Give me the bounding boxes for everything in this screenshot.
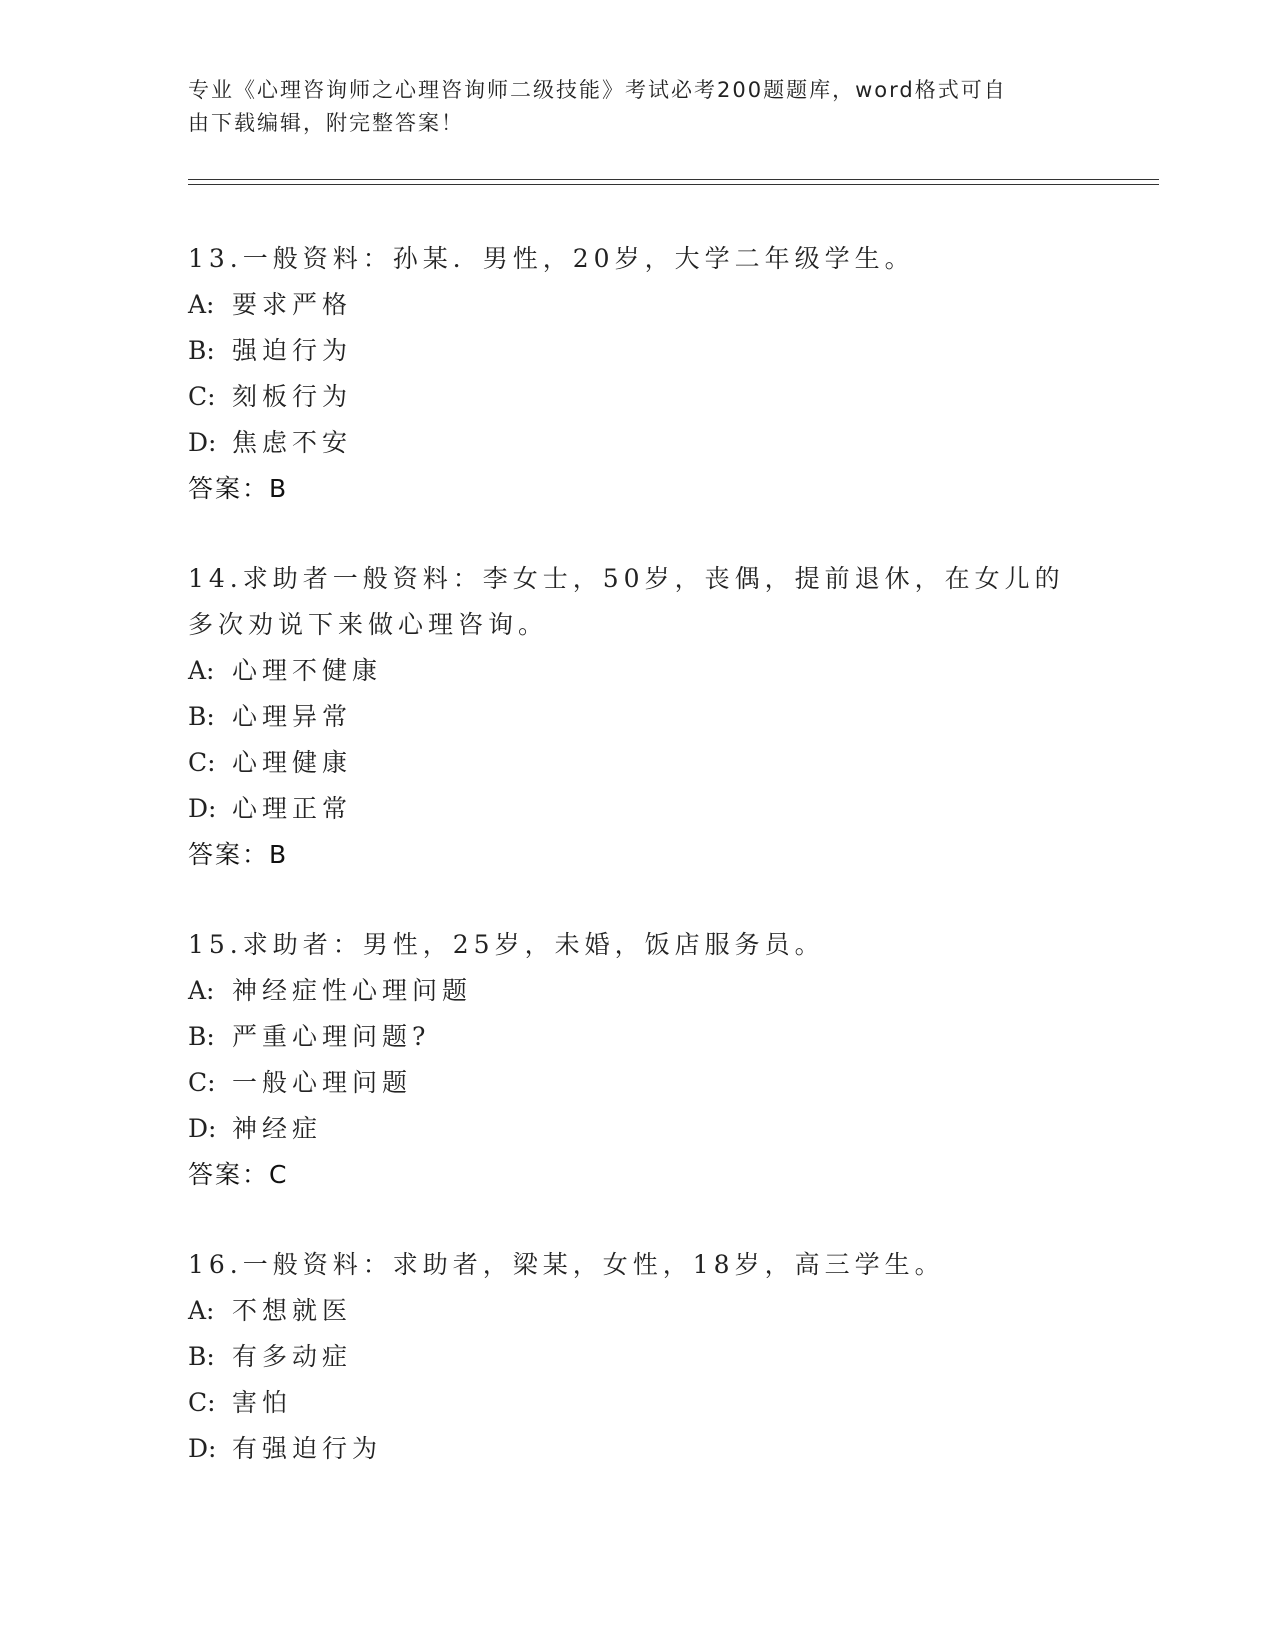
- option-c: [188, 740, 1088, 786]
- option-text: 有强迫行为: [232, 1434, 383, 1463]
- option-d: [188, 420, 1088, 466]
- option-b: [188, 1014, 1088, 1060]
- option-letter: C:: [188, 1068, 216, 1097]
- option-text: 心理正常: [232, 794, 353, 823]
- option-text: 害怕: [232, 1388, 293, 1417]
- option-a: [188, 282, 1088, 328]
- document-header: [188, 74, 1068, 140]
- option-text: 心理异常: [232, 702, 353, 731]
- option-b: [188, 1334, 1088, 1380]
- option-d: [188, 786, 1088, 832]
- option-letter: D:: [188, 1114, 217, 1143]
- option-a: [188, 648, 1088, 694]
- question-stem: 15.求助者：男性，25岁，未婚，饭店服务员。: [188, 930, 825, 959]
- question-stem: 14.求助者一般资料：李女士，50岁，丧偶，提前退休，在女儿的多次劝说下来做心理咨询。: [188, 564, 1065, 639]
- option-d: [188, 1106, 1088, 1152]
- option-d: [188, 1426, 1088, 1472]
- option-letter: C:: [188, 1388, 216, 1417]
- option-text: 焦虑不安: [232, 428, 353, 457]
- option-text: 强迫行为: [232, 336, 353, 365]
- option-text: 心理健康: [232, 748, 353, 777]
- option-c: [188, 1380, 1088, 1426]
- option-letter: B:: [188, 702, 215, 731]
- option-text: 有多动症: [232, 1342, 353, 1371]
- option-b: [188, 694, 1088, 740]
- header-divider-bottom: [188, 184, 1159, 185]
- header-divider-top: [188, 179, 1159, 180]
- option-a: [188, 1288, 1088, 1334]
- header-line-1: 专业《心理咨询师之心理咨询师二级技能》考试必考200题题库，word格式可自: [188, 78, 1007, 102]
- option-c: [188, 374, 1088, 420]
- option-letter: A:: [188, 656, 215, 685]
- option-text: 要求严格: [232, 290, 353, 319]
- option-letter: A:: [188, 976, 215, 1005]
- option-letter: B:: [188, 336, 215, 365]
- question-15: [188, 922, 1088, 1198]
- option-text: 刻板行为: [232, 382, 353, 411]
- option-letter: A:: [188, 290, 215, 319]
- option-letter: C:: [188, 748, 216, 777]
- question-13: [188, 236, 1088, 512]
- header-line-2: 由下载编辑，附完整答案！: [188, 111, 464, 135]
- option-text: 神经症性心理问题: [232, 976, 473, 1005]
- option-text: 心理不健康: [232, 656, 383, 685]
- question-stem: 13.一般资料：孙某．男性，20岁，大学二年级学生。: [188, 244, 915, 273]
- option-b: [188, 328, 1088, 374]
- option-text: 不想就医: [232, 1296, 353, 1325]
- option-letter: A:: [188, 1296, 215, 1325]
- question-16: [188, 1242, 1088, 1472]
- answer-line: 答案：B: [188, 840, 289, 869]
- answer-line: 答案：C: [188, 1160, 289, 1189]
- option-text: 神经症: [232, 1114, 323, 1143]
- option-letter: C:: [188, 382, 216, 411]
- option-letter: D:: [188, 428, 217, 457]
- option-a: [188, 968, 1088, 1014]
- option-letter: D:: [188, 794, 217, 823]
- option-text: 一般心理问题: [232, 1068, 413, 1097]
- option-letter: D:: [188, 1434, 217, 1463]
- option-c: [188, 1060, 1088, 1106]
- answer-line: 答案：B: [188, 474, 289, 503]
- option-letter: B:: [188, 1342, 215, 1371]
- option-text: 严重心理问题?: [232, 1022, 431, 1051]
- option-letter: B:: [188, 1022, 215, 1051]
- question-14: [188, 556, 1088, 878]
- question-stem: 16.一般资料：求助者，梁某，女性，18岁，高三学生。: [188, 1250, 945, 1279]
